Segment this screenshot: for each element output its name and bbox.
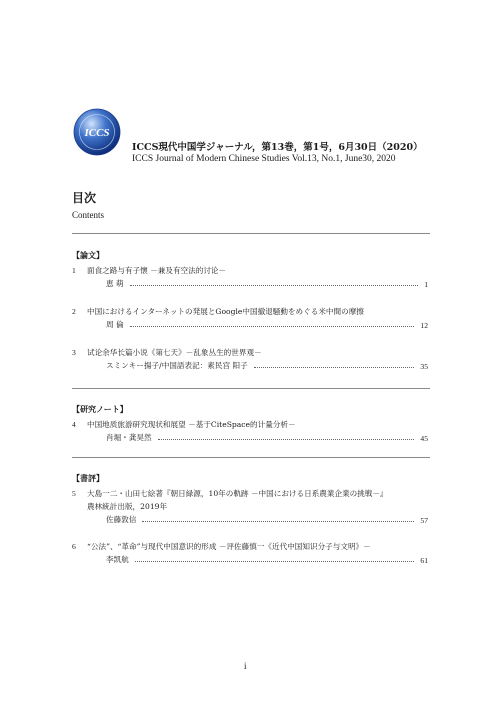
journal-logo <box>72 107 122 157</box>
journal-title-jp: ICCS現代中国学ジャーナル，第13巻，第1号，6月30日（2020） <box>132 142 423 153</box>
entry-page: 61 <box>420 556 428 565</box>
svg-text:ICCS: ICCS <box>84 127 110 139</box>
entry-number: 1 <box>72 266 76 275</box>
entry-title-text: 大島一二・山田七絵著『朝日緑源，10年の軌跡 －中国における日系農業企業の挑戦－』 <box>87 489 388 498</box>
entry-title-text: “公法”、“革命”与现代中国意识的形成 －评佐藤慎一《近代中国知识分子与文明》－ <box>87 542 371 551</box>
dot-leader <box>130 326 415 327</box>
entry-title[interactable] <box>72 347 262 358</box>
entry-title-text: 中国におけるインターネットの発展とGoogle中国撤退騒動をめぐる米中間の摩擦 <box>87 307 364 316</box>
section-heading-book-reviews: 【書評】 <box>72 473 104 483</box>
divider <box>72 457 430 458</box>
entry-author: 肖堀・龚昊然 <box>106 433 152 442</box>
entry-page: 45 <box>420 434 428 443</box>
entry-author-line <box>106 431 428 443</box>
entry-page: 35 <box>420 362 428 371</box>
entry-number: 6 <box>72 542 76 551</box>
entry-author: 佐藤敦信 <box>106 515 137 524</box>
entry-page: 1 <box>424 280 428 289</box>
entry-number: 2 <box>72 307 76 316</box>
entry-title[interactable] <box>72 541 371 552</box>
toc-title: 目次 <box>72 191 97 205</box>
entry-author: 李凯航 <box>106 555 129 564</box>
dot-leader <box>142 521 414 522</box>
entry-number: 5 <box>72 489 76 498</box>
toc-subtitle: Contents <box>72 210 105 220</box>
entry-publisher: 農林統計出版，2019年 <box>87 502 168 511</box>
entry-title[interactable] <box>72 419 296 430</box>
entry-number: 4 <box>72 420 76 429</box>
entry-author-line <box>106 553 428 565</box>
entry-number: 3 <box>72 348 76 357</box>
divider <box>72 388 430 389</box>
page-number: i <box>244 661 247 671</box>
divider <box>72 233 430 234</box>
entry-page: 57 <box>420 516 428 525</box>
entry-title-text: 面食之路与有子懐 －兼及有空法的讨论－ <box>87 266 227 275</box>
entry-author-line <box>106 318 428 330</box>
entry-author-line <box>106 513 428 525</box>
entry-author: スミンキー揚子/中国語表記：素民宫 阳子 <box>106 361 248 370</box>
entry-author: 周 倫 <box>106 320 124 329</box>
section-heading-research-notes: 【研究ノート】 <box>72 404 128 414</box>
entry-title-text: 中国地质旅游研究现状和展望 －基于CiteSpace的计量分析－ <box>87 420 296 429</box>
dot-leader <box>158 439 415 440</box>
entry-author: 恵 萌 <box>106 279 124 288</box>
entry-author-line <box>106 277 428 289</box>
entry-title[interactable] <box>72 488 388 499</box>
dot-leader <box>254 367 415 368</box>
entry-author-line <box>106 359 428 371</box>
journal-title-en: ICCS Journal of Modern Chinese Studies Vol.13, No.1, June30, 2020 <box>132 154 396 164</box>
section-heading-papers: 【論文】 <box>72 250 104 260</box>
entry-title-text: 试论余华长篇小说《第七天》－乱象丛生的世界观－ <box>87 348 262 357</box>
entry-title[interactable] <box>72 265 226 276</box>
entry-page: 12 <box>420 321 428 330</box>
dot-leader <box>130 285 419 286</box>
dot-leader <box>135 561 415 562</box>
entry-title[interactable] <box>72 306 364 317</box>
